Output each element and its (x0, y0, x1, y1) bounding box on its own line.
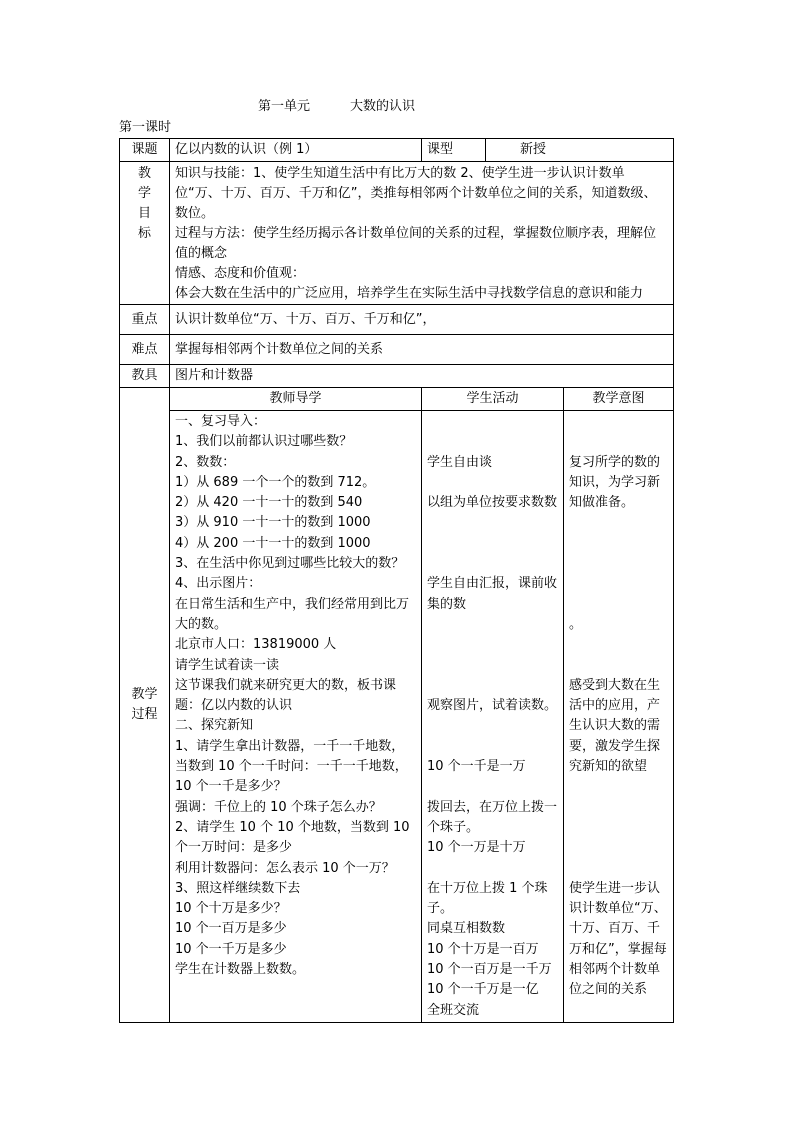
objective-attitude: 体会大数在生活中的广泛应用，培养学生在实际生活中寻找数学信息的意识和能力 (175, 286, 644, 301)
difficulty-label: 难点 (120, 335, 170, 365)
topic-value: 亿以内数的认识（例 1） (170, 139, 422, 162)
topic-row (120, 139, 674, 162)
objective-attitude-heading: 情感、态度和价值观： (175, 266, 306, 281)
process-header-row (120, 388, 674, 411)
tools-label: 教具 (120, 365, 170, 388)
tools-value: 图片和计数器 (170, 365, 674, 388)
topic-title: 大数的认识 (350, 99, 416, 114)
type-label: 课型 (422, 139, 486, 162)
keypoint-row (120, 305, 674, 335)
difficulty-row (120, 335, 674, 365)
process-body-row (120, 411, 674, 1023)
process-label: 教学 过程 (120, 388, 170, 1023)
lesson-label: 第一课时 (119, 120, 172, 135)
objectives-label: 教 学 目 标 (120, 162, 170, 305)
keypoint-label: 重点 (120, 305, 170, 335)
col-student-header: 学生活动 (422, 388, 564, 411)
objective-knowledge: 知识与技能：1、使学生知道生活中有比万大的数 2、使学生进一步认识计数单位“万、十万、百万、千万和亿”，类推每相邻两个计数单位之间的关系，知道数级、数位。 (175, 166, 657, 221)
student-activities: 学生自由谈 以组为单位按要求数数 学生自由汇报，课前收集的数 观察图片，试着读数。 10 个一千是一万 拨回去，在万位上拨一个珠子。 10 个一万是十万 在十万位上拨 1 个珠子。 同桌互相数数 10 个十万是一百万 10 个一百万是一千万 10 个一千万是一亿 全班交流 (422, 411, 564, 1023)
objective-process: 过程与方法：使学生经历揭示各计数单位间的关系的过程，掌握数位顺序表，理解位值的概念 (175, 226, 657, 261)
tools-row (120, 365, 674, 388)
col-teacher-header: 教师导学 (170, 388, 422, 411)
type-value: 新授 (486, 139, 674, 162)
keypoint-value: 认识计数单位“万、十万、百万、千万和亿”， (170, 305, 674, 335)
unit-title: 第一单元 (258, 99, 311, 114)
difficulty-value: 掌握每相邻两个计数单位之间的关系 (170, 335, 674, 365)
teacher-guide: 一、复习导入： 1、我们以前都认识过哪些数？ 2、数数： 1）从 689 一个一个的数到 712。 2）从 420 一十一十的数到 540 3）从 910 一十一十的数到 1000 4）从 200 一十一十的数到 1000 3、在生活中你见到过哪些比较大的数？ 4、出示图片： 在日常生活和生产中，我们经常用到比万大的数。 北京市人口：13819000 人 请学生试着读一读 这节课我们就来研究更大的数，板书课题：亿以内数的认识 二、探究新知 1、请学生拿出计数器，一千一千地数，当数到 10 个一千时问：一千一千地数，10 个一千是多少？ 强调：千位上的 10 个珠子怎么办？ 2、请学生 10 个 10 个地数，当数到 10 个一万时问：是多少 利用计数器问：怎么表示 10 个一万？ 3、照这样继续数下去 10 个十万是多少？ 10 个一百万是多少 10 个一千万是多少 学生在计数器上数数。 (170, 411, 422, 1023)
objectives-row (120, 162, 674, 305)
topic-label: 课题 (120, 139, 170, 162)
col-intent-header: 教学意图 (564, 388, 674, 411)
lesson-plan-table (119, 138, 674, 1023)
objectives-content (170, 162, 674, 305)
teaching-intent: 复习所学的数的知识，为学习新知做准备。 。 感受到大数在生活中的应用，产生认识大数的需要，激发学生探究新知的欲望 使学生进一步认识计数单位“万、十万、百万、千万和亿”，掌握每相邻两个计数单位之间的关系 (564, 411, 674, 1023)
